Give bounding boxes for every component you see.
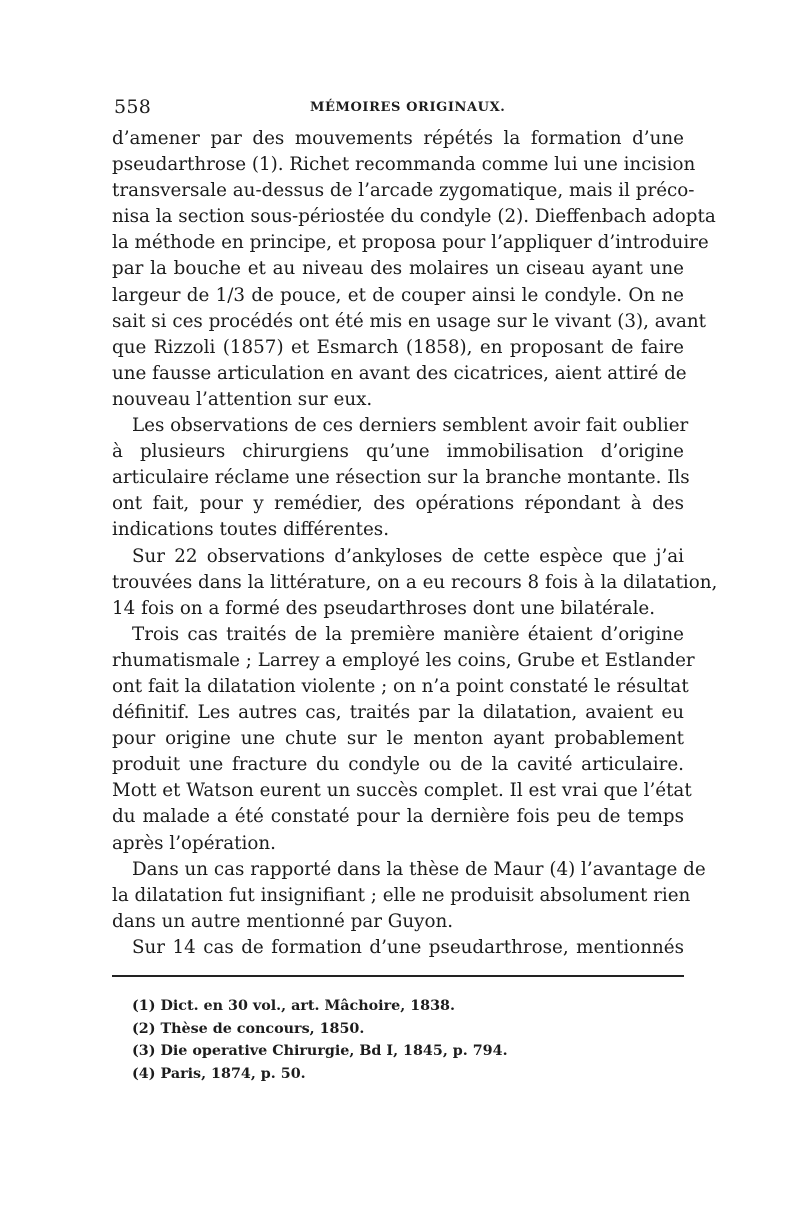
text-line: sait si ces procédés ont été mis en usage sur le vivant (3), avant — [112, 310, 706, 332]
footnote: (2) Thèse de concours, 1850. — [132, 1020, 365, 1037]
page-header — [112, 96, 684, 122]
text-line: du malade a été constaté pour la dernière fois peu de temps — [112, 806, 684, 828]
text-line: articulaire réclame une résection sur la branche montante. Ils — [112, 467, 690, 489]
text-line: ont fait la dilatation violente ; on n’a point constaté le résultat — [112, 675, 689, 697]
footnote-rule — [112, 975, 684, 977]
text-line: indications toutes différentes. — [112, 519, 390, 541]
text-line: Trois cas traités de la première manière étaient d’origine — [132, 623, 684, 645]
text-line: dans un autre mentionné par Guyon. — [112, 910, 454, 932]
footnotes — [112, 995, 684, 1085]
text-line: la dilatation fut insignifiant ; elle ne produisit absolument rien — [112, 884, 691, 906]
footnote: (1) Dict. en 30 vol., art. Mâchoire, 1838. — [132, 998, 455, 1014]
text-line: pour origine une chute sur le menton ayant probablement — [112, 728, 684, 750]
text-line: pseudarthrose (1). Richet recommanda comme lui une incision — [112, 154, 696, 176]
text-line: produit une fracture du condyle ou de la cavité articulaire. — [112, 754, 684, 776]
text-line: par la bouche et au niveau des molaires un ciseau ayant une — [112, 258, 684, 280]
text-line: largeur de 1/3 de pouce, et de couper ainsi le condyle. On ne — [112, 284, 684, 306]
text-line: transversale au-dessus de l’arcade zygomatique, mais il préco- — [112, 180, 695, 202]
text-line: la méthode en principe, et proposa pour l’appliquer d’introduire — [112, 232, 709, 254]
footnote: (4) Paris, 1874, p. 50. — [132, 1065, 306, 1082]
text-line: nouveau l’attention sur eux. — [112, 388, 373, 410]
footnote: (3) Die operative Chirurgie, Bd I, 1845, p. 794. — [132, 1043, 508, 1059]
text-line: nisa la section sous-périostée du condyle (2). Dieffenbach adopta — [112, 206, 716, 228]
text-line: d’amener par des mouvements répétés la formation d’une — [112, 128, 684, 149]
page-number: 558 — [114, 96, 152, 118]
running-title: MÉMOIRES ORIGINAUX. — [310, 100, 506, 115]
text-line: à plusieurs chirurgiens qu’une immobilisation d’origine — [112, 441, 684, 463]
text-line: une fausse articulation en avant des cicatrices, aient attiré de — [112, 362, 687, 384]
text-line: Sur 14 cas de formation d’une pseudarthrose, mentionnés — [132, 936, 684, 958]
body-text — [112, 126, 718, 961]
text-line: trouvées dans la littérature, on a eu recours 8 fois à la dilatation, — [112, 571, 718, 593]
text-line: Sur 22 observations d’ankyloses de cette espèce que j’ai — [132, 545, 684, 567]
text-line: définitif. Les autres cas, traités par la dilatation, avaient eu — [112, 702, 684, 724]
text-line: après l’opération. — [112, 832, 276, 854]
text-line: ont fait, pour y remédier, des opérations répondant à des — [112, 493, 684, 515]
text-line: rhumatismale ; Larrey a employé les coins, Grube et Estlander — [112, 649, 695, 671]
text-line: Dans un cas rapporté dans la thèse de Maur (4) l’avantage de — [132, 858, 706, 880]
book-page — [112, 96, 718, 1085]
text-line: Les observations de ces derniers semblent avoir fait oublier — [132, 415, 689, 437]
text-line: que Rizzoli (1857) et Esmarch (1858), en proposant de faire — [112, 336, 684, 358]
text-line: Mott et Watson eurent un succès complet. Il est vrai que l’état — [112, 780, 692, 802]
text-line: 14 fois on a formé des pseudarthroses dont une bilatérale. — [112, 597, 656, 619]
